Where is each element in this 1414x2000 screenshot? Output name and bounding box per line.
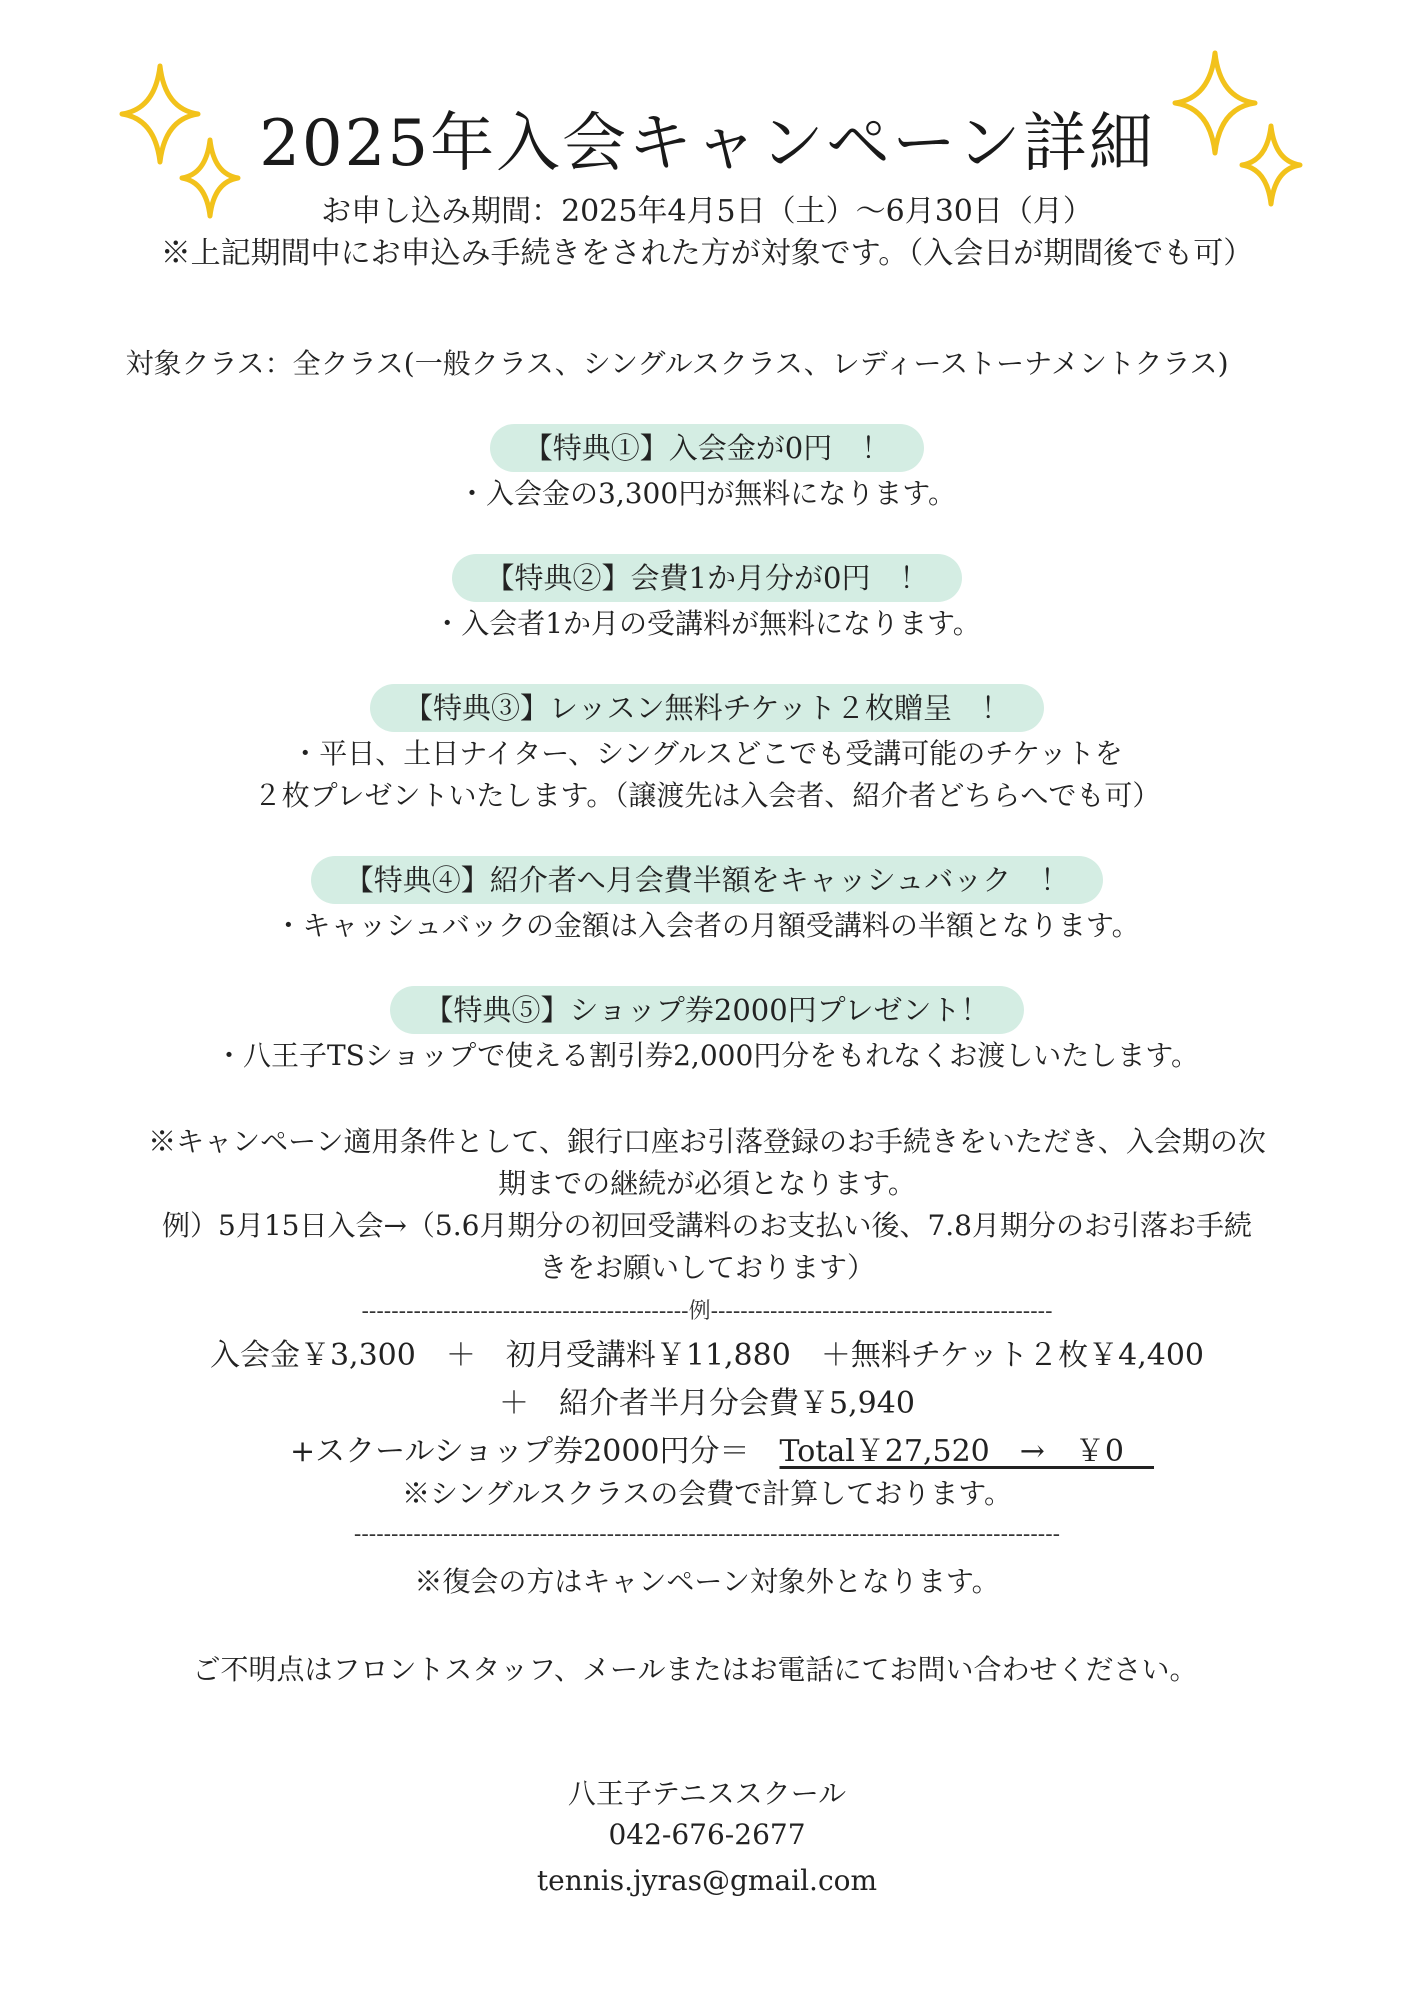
benefit-1-desc: ・入会金の3,300円が無料になります。 xyxy=(458,477,956,510)
benefit-5 xyxy=(0,986,1414,1034)
benefit-2-desc: ・入会者1か月の受講料が無料になります。 xyxy=(433,607,981,640)
example-line-3 xyxy=(0,1426,1414,1470)
email-address: tennis.jyras@gmail.com xyxy=(536,1864,878,1897)
example-divider-top: --------------------------------------------例---------------------------------------------- xyxy=(361,1299,1053,1324)
benefit-1 xyxy=(0,424,1414,472)
benefit-1-label: 【特典①】入会金が0円 ！ xyxy=(490,424,924,472)
benefit-5-label: 【特典⑤】ショップ券2000円プレゼント！ xyxy=(390,986,1023,1034)
target-classes: 対象クラス：全クラス(一般クラス、シングルスクラス、レディーストーナメントクラス) xyxy=(125,347,1229,380)
school-name: 八王子テニススクール xyxy=(567,1777,847,1810)
conditions-line-3: 例）5月15日入会→（5.6月期分の初回受講料のお支払い後、7.8月期分のお引落お手続 xyxy=(162,1209,1252,1242)
inquiry-note: ご不明点はフロントスタッフ、メールまたはお電話にてお問い合わせください。 xyxy=(192,1653,1198,1686)
benefit-2-label: 【特典②】会費1か月分が0円 ！ xyxy=(452,554,963,602)
example-line-3-prefix: +スクールショップ券2000円分＝ xyxy=(289,1434,780,1469)
benefit-3-desc-line-1: ・平日、土日ナイター、シングルスどこでも受講可能のチケットを xyxy=(291,737,1123,770)
benefit-2 xyxy=(0,554,1414,602)
returning-note: ※復会の方はキャンペーン対象外となります。 xyxy=(414,1565,1000,1598)
application-period: お申し込み期間：2025年4月5日（土）～6月30日（月） xyxy=(321,194,1093,229)
benefit-3-label: 【特典③】レッスン無料チケット２枚贈呈 ！ xyxy=(370,684,1044,732)
example-line-1: 入会金￥3,300 ＋ 初月受講料￥11,880 ＋無料チケット２枚￥4,400 xyxy=(209,1338,1205,1373)
conditions-line-2: 期までの継続が必須となります。 xyxy=(498,1167,916,1200)
benefit-4-desc: ・キャッシュバックの金額は入会者の月額受講料の半額となります。 xyxy=(274,909,1140,942)
benefit-4-label: 【特典④】紹介者へ月会費半額をキャッシュバック ！ xyxy=(311,856,1103,904)
example-note: ※シングルスクラスの会費で計算しております。 xyxy=(402,1477,1012,1510)
benefit-3 xyxy=(0,684,1414,732)
benefit-3-desc-line-2: ２枚プレゼントいたします。（譲渡先は入会者、紹介者どちらへでも可） xyxy=(253,779,1161,812)
example-line-2: ＋ 紹介者半月分会費￥5,940 xyxy=(499,1386,915,1421)
phone-number: 042-676-2677 xyxy=(608,1818,806,1851)
conditions-line-4: きをお願いしております） xyxy=(538,1251,875,1284)
period-note: ※上記期間中にお申込み手続きをされた方が対象です。（入会日が期間後でも可） xyxy=(160,236,1254,271)
example-total: Total￥27,520 → ￥0 xyxy=(779,1434,1154,1469)
benefit-4 xyxy=(0,856,1414,904)
benefit-5-desc: ・八王子TSショップで使える割引券2,000円分をもれなくお渡しいたします。 xyxy=(214,1039,1200,1072)
conditions-line-1: ※キャンペーン適用条件として、銀行口座お引落登録のお手続きをいただき、入会期の次 xyxy=(148,1125,1266,1158)
page-title: 2025年入会キャンペーン詳細 xyxy=(259,107,1155,181)
example-divider-bottom: ----------------------------------------------------------------------------------------------- xyxy=(353,1522,1061,1547)
